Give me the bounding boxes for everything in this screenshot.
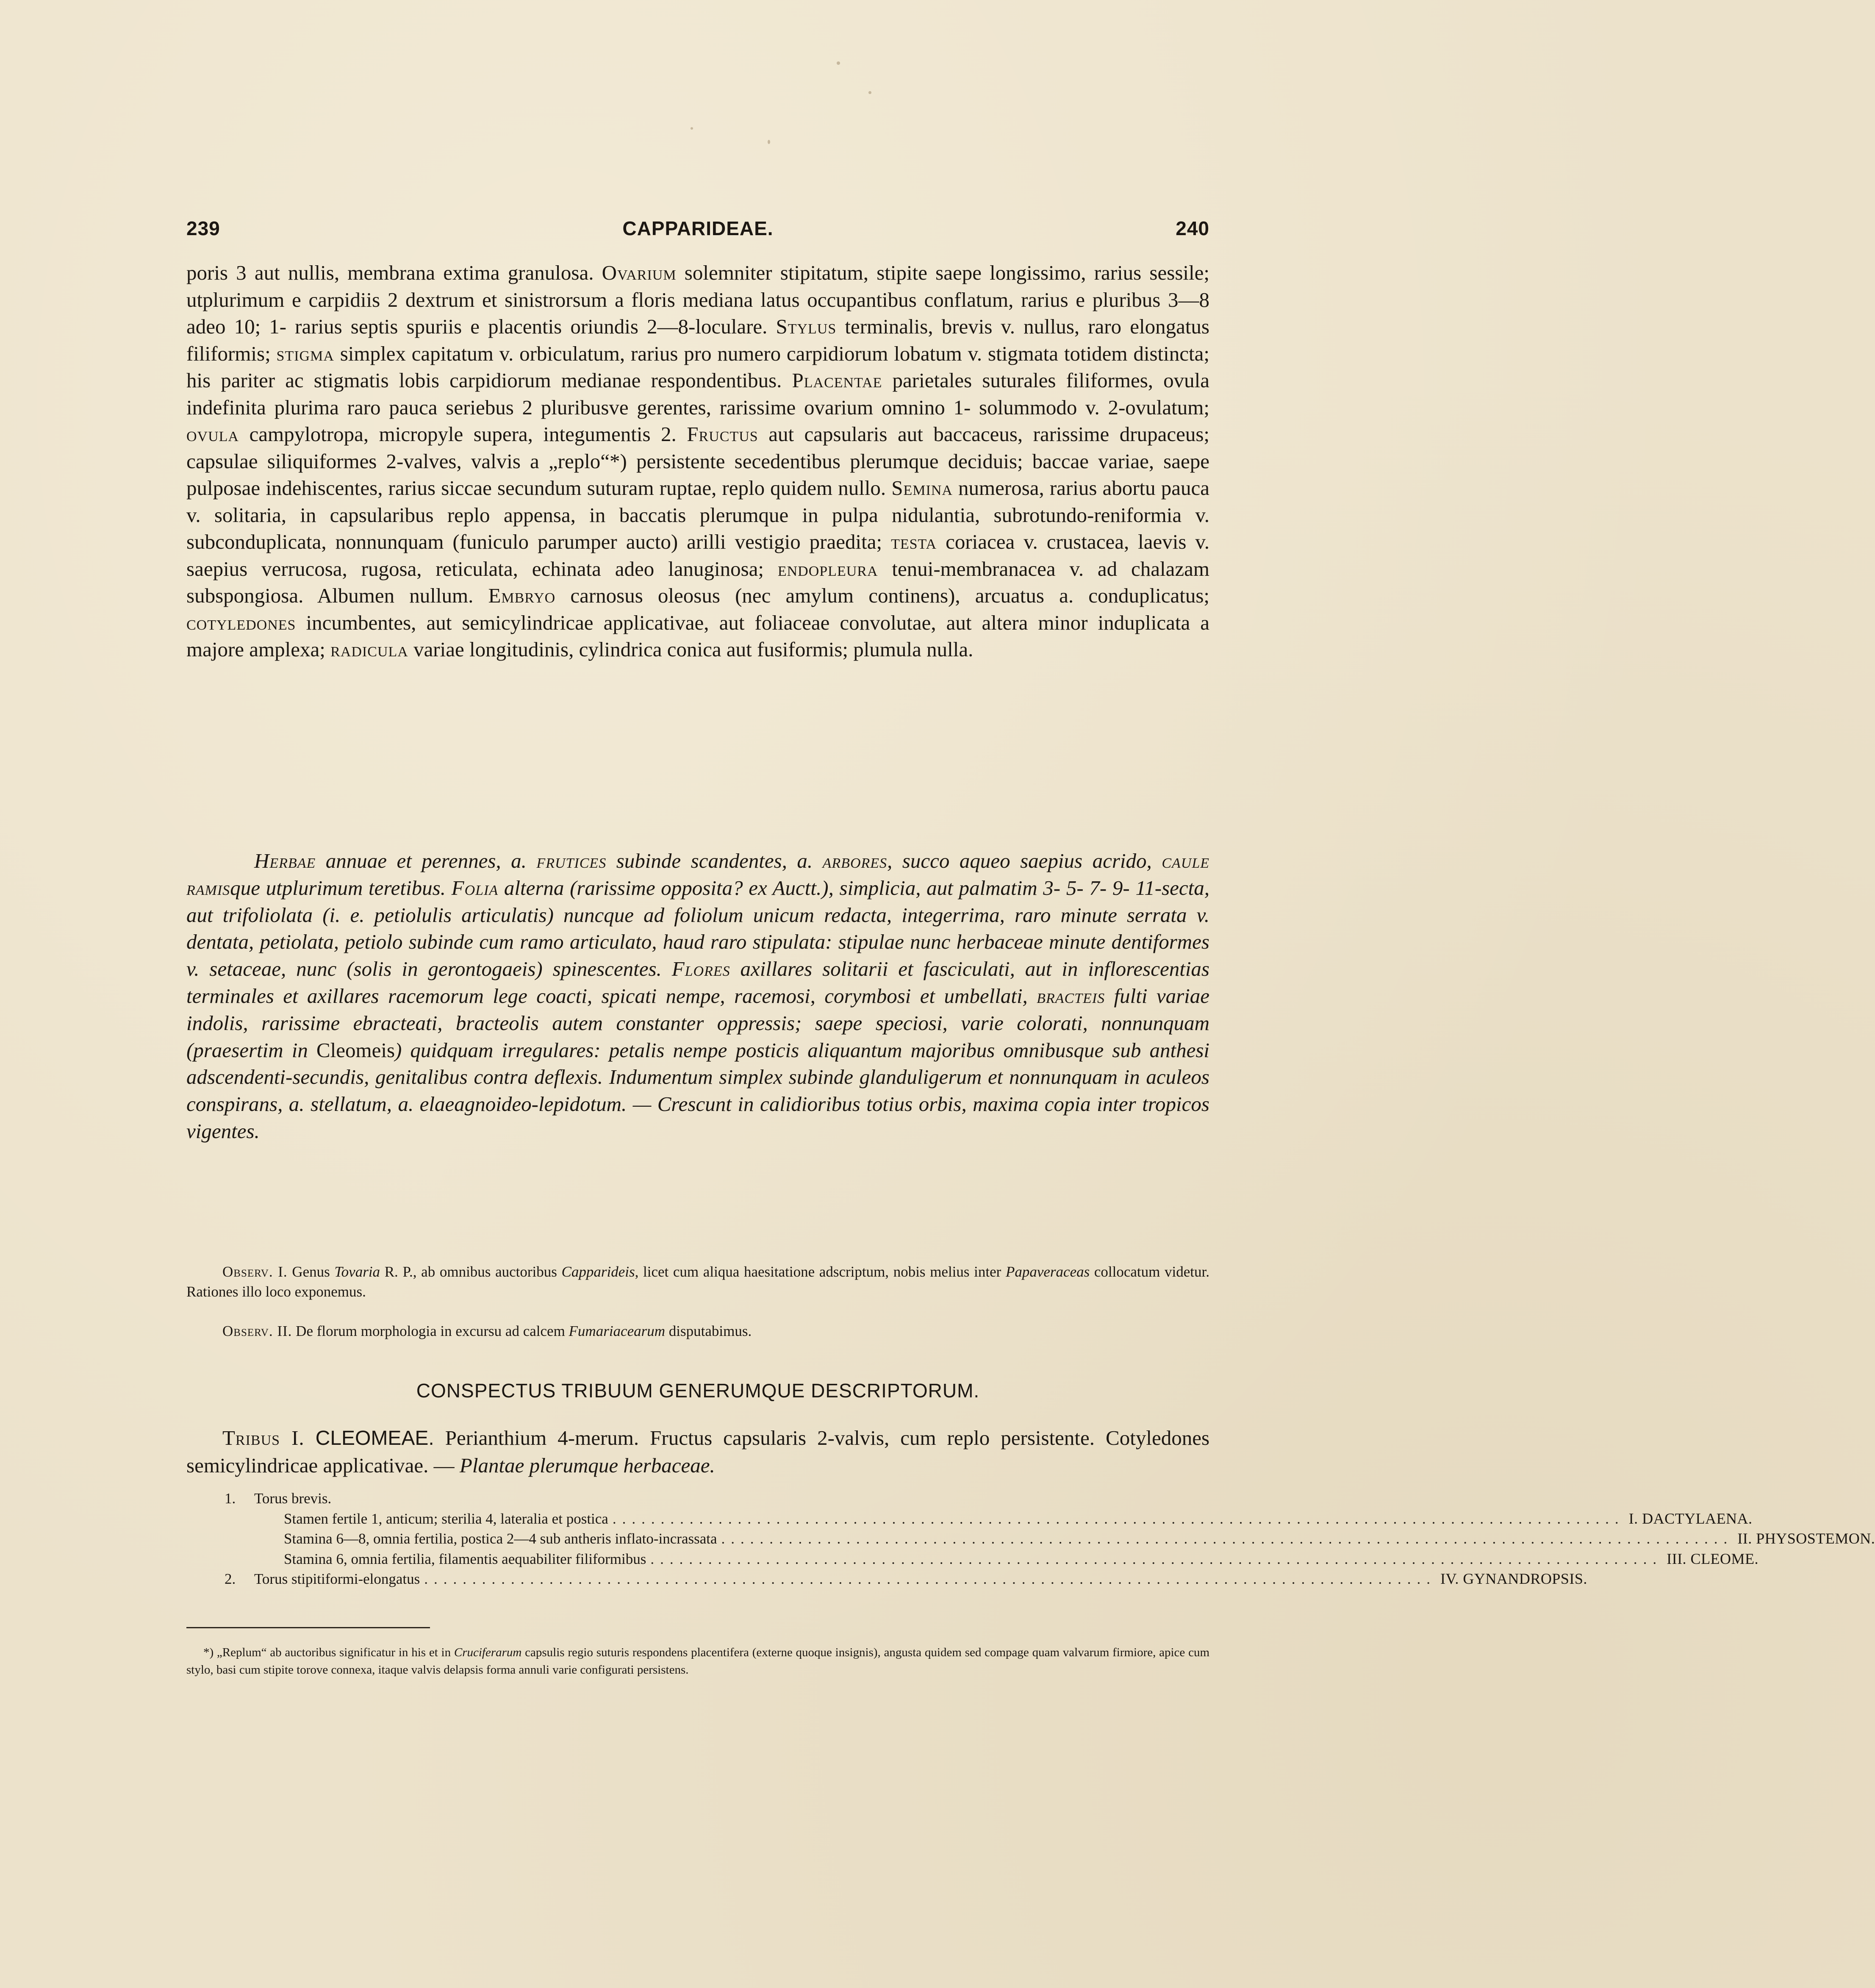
key-genus: II. PHYSOSTEMON.: [1737, 1530, 1875, 1547]
text-run: *) „Replum“ ab auctoribus significatur in his et in: [203, 1646, 454, 1659]
term-folia: Folia: [451, 876, 499, 900]
paper-speck: [691, 127, 693, 130]
key-genus: III. CLEOME.: [1667, 1550, 1759, 1567]
key-row: [225, 1549, 1759, 1569]
term-radicula: radicula: [330, 638, 408, 661]
text-run: R. P., ab omnibus auctoribus: [380, 1263, 562, 1280]
term-arbores: arbores: [822, 849, 888, 872]
footnote-rule: [186, 1627, 430, 1628]
text-run: solemniter stipitatum, stipite saepe longissimo, rarius sessile; utplurimum e carpidiis 2 dextrum et sinistrorsum a floris mediana latus occupantibus conflatum, rarius e pluribus 3—8 adeo 10; 1- rarius septis spuriis e placentis oriundis 2—8-loculare.: [186, 261, 1209, 338]
term-stigma: stigma: [276, 342, 334, 365]
footnote: [186, 1644, 1209, 1679]
genus-key: [225, 1489, 1875, 1589]
term-flores: Flores: [671, 957, 730, 981]
text-run: carnosus oleosus (nec amylum continens), arcuatus a. conduplicatus;: [555, 584, 1209, 607]
text-run: fulti variae indolis, rarissime ebracteati, bracteolis autem constanter oppressis; saepe speciosi, varie colorati, nonnunquam (praesertim in: [186, 984, 1210, 1062]
text-run: annuae et perennes, a.: [316, 849, 537, 872]
text-run: que utplurimum teretibus.: [230, 876, 452, 900]
term-testa: testa: [891, 530, 937, 553]
text-run: simplex capitatum v. orbiculatum, rarius pro numero carpidiorum lobatum v. stigmata totidem distincta; his pariter ac stigmatis lobis carpidiorum medianae respondentibus.: [186, 342, 1209, 392]
key-row: [225, 1529, 1875, 1549]
key-row: [225, 1509, 1753, 1529]
term-caule: caule: [1162, 849, 1209, 872]
text-run: poris 3 aut nullis, membrana extima granulosa.: [186, 261, 602, 284]
observation-label: Observ. II.: [222, 1323, 292, 1339]
text-run: coriacea v. crustacea, laevis v. saepius verrucosa, rugosa, reticulata, echinata adeo lanuginosa;: [186, 530, 1209, 580]
section-heading: CONSPECTUS TRIBUUM GENERUMQUE DESCRIPTORUM.: [416, 1380, 980, 1402]
text-run: capsulis regio suturis respondens placentifera (externe quoque insignis), angusta quidem sed compage quam valvarum firmiore, apice cum stylo, basi cum stipite torove connexa, itaque valvis delapsis forma annuli varie configurati persistens.: [186, 1646, 1210, 1677]
term-bracteis: bracteis: [1037, 984, 1105, 1008]
term-embryo: Embryo: [488, 584, 556, 607]
text-run: incumbentes, aut semicylindricae applicativae, aut foliaceae convolutae, aut altera minor induplicata a majore amplexa;: [186, 611, 1209, 661]
term-ovarium: Ovarium: [602, 261, 677, 284]
text-run: , licet cum aliqua haesitatione adscriptum, nobis melius inter: [635, 1263, 1006, 1280]
term-placentae: Placentae: [792, 369, 882, 392]
leader-dots: .........................................................................................................: [650, 1550, 1663, 1567]
text-run: disputabimus.: [665, 1323, 752, 1339]
term-fructus: Fructus: [687, 422, 758, 446]
text-run: Perianthium 4-merum. Fructus capsularis 2-valvis, cum replo persistente. Cotyledones semicylindricae applicativae. —: [186, 1426, 1210, 1477]
text-run: variae longitudinis, cylindrica conica aut fusiformis; plumula nulla.: [408, 638, 974, 661]
taxon-cruciferarum: Cruciferarum: [454, 1646, 522, 1659]
description-paragraph: [186, 259, 1209, 663]
text-run: axillares solitarii et fasciculati, aut in inflorescentias terminales et axillares racemorum lege coacti, spicati nempe, racemosi, corymbosi et umbellati,: [186, 957, 1210, 1008]
habit-paragraph: [186, 847, 1209, 1145]
key-text: Torus stipitiformi-elongatus: [254, 1571, 420, 1587]
key-text: Torus brevis.: [254, 1490, 332, 1507]
page-number-left: 239: [186, 217, 220, 239]
leader-dots: .........................................................................................................: [424, 1571, 1437, 1587]
key-row: [225, 1489, 1209, 1509]
text-run: subinde scandentes, a.: [606, 849, 823, 872]
key-number: 2.: [225, 1571, 236, 1587]
taxon-capparideis: Capparideis: [561, 1263, 635, 1280]
key-genus: IV. GYNANDROPSIS.: [1440, 1570, 1587, 1587]
text-run: campylotropa, micropyle supera, integumentis 2.: [239, 422, 687, 446]
text-run: ) quidquam irregulares: petalis nempe posticis aliquantum majoribus omnibusque sub anthesi adscendenti-secundis, genitalibus contra deflexis. Indumentum simplex subinde glanduligerum et nonnunquam in aculeos conspirans, a. stellatum, a. elaeagnoideo-lepidotum. — Crescunt in calidioribus totius orbis, maxima copia inter tropicos vigentes.: [186, 1038, 1210, 1143]
tribe-label: Tribus I.: [222, 1426, 305, 1449]
key-number: 1.: [225, 1490, 236, 1507]
text-run: numerosa, rarius abortu pauca v. solitaria, in capsularibus replo appensa, in baccatis plerumque in pulpa nidulantia, subrotundo-reniformia v. subconduplicata, nonnunquam (funiculo parumper aucto) arilli vestigio praedita;: [186, 476, 1209, 553]
key-genus: I. DACTYLAENA.: [1628, 1510, 1753, 1527]
tribe-name: CLEOMEAE.: [315, 1427, 434, 1449]
genus-tovaria: Tovaria: [334, 1263, 380, 1280]
key-text: Stamina 6, omnia fertilia, filamentis aequabiliter filiformibus: [284, 1550, 646, 1567]
text-run: parietales suturales filiformes, ovula indefinita plurima raro pauca seriebus 2 pluribusve gerentes, rarissime ovarium omnino 1- solummodo v. 2-ovulatum;: [186, 369, 1209, 419]
observation-label: Observ. I.: [222, 1263, 288, 1280]
key-text: Stamen fertile 1, anticum; sterilia 4, lateralia et postica: [284, 1510, 608, 1527]
text-run: De florum morphologia in excursu ad calcem: [292, 1323, 569, 1339]
text-run: alterna (rarissime opposita? ex Auctt.), simplicia, aut palmatim 3- 5- 7- 9- 11-secta, aut trifoliolata (i. e. petiolulis articulatis) nuncque ad foliolum unicum redacta, integerrima, raro minute serrata v. dentata, petiolata, petiolo subinde cum ramo articulato, haud raro stipulata: stipulae nunc herbaceae minute dentiformes v. setaceae, nunc (solis in gerontogaeis) spinescentes.: [186, 876, 1209, 981]
observation-1: [186, 1262, 1209, 1302]
term-endopleura: endopleura: [777, 557, 878, 580]
term-frutices: frutices: [536, 849, 607, 872]
text-run: tenui-membranacea v. ad chalazam subspongiosa. Albumen nullum.: [186, 557, 1209, 607]
text-run: , succo aqueo saepius acrido,: [887, 849, 1162, 872]
text-run: aut capsularis aut baccaceus, rarissime drupaceus; capsulae siliquiformes 2-valves, valvis a „replo“*) persistente secedentibus plerumque deciduis; baccae variae, saepe pulposae indehiscentes, rarius siccae secundum suturam ruptae, replo quidem nullo.: [186, 422, 1209, 500]
key-text: Stamina 6—8, omnia fertilia, postica 2—4 sub antheris inflato-incrassata: [284, 1530, 717, 1547]
key-row: [225, 1569, 1587, 1589]
term-cleomeis: Cleomeis: [316, 1038, 395, 1062]
text-run: terminalis, brevis v. nullus, raro elongatus filiformis;: [186, 315, 1209, 365]
text-run: Plantae plerumque herbaceae.: [459, 1453, 715, 1477]
text-run: collocatum videtur. Rationes illo loco exponemus.: [186, 1263, 1209, 1300]
leader-dots: .........................................................................................................: [612, 1510, 1625, 1527]
term-ovula: ovula: [186, 422, 239, 446]
taxon-papaveraceas: Papaveraceas: [1005, 1263, 1090, 1280]
paper-speck: [868, 91, 871, 94]
taxon-fumariacearum: Fumariacearum: [569, 1323, 666, 1339]
page-number-right: 240: [1176, 217, 1209, 239]
running-head: [186, 217, 1209, 251]
observation-2: [186, 1321, 1209, 1341]
term-cotyledones: cotyledones: [186, 611, 296, 634]
paper-speck: [768, 140, 770, 144]
term-ramis: ramis: [186, 876, 230, 900]
term-semina: Semina: [891, 476, 953, 500]
term-herbae: Herbae: [254, 849, 316, 872]
text-run: Genus: [287, 1263, 335, 1280]
tribe-paragraph: [186, 1424, 1209, 1479]
paper-speck: [837, 61, 840, 65]
running-head-title: CAPPARIDEAE.: [622, 217, 774, 239]
leader-dots: .........................................................................................................: [721, 1530, 1734, 1547]
term-stylus: Stylus: [776, 315, 837, 338]
